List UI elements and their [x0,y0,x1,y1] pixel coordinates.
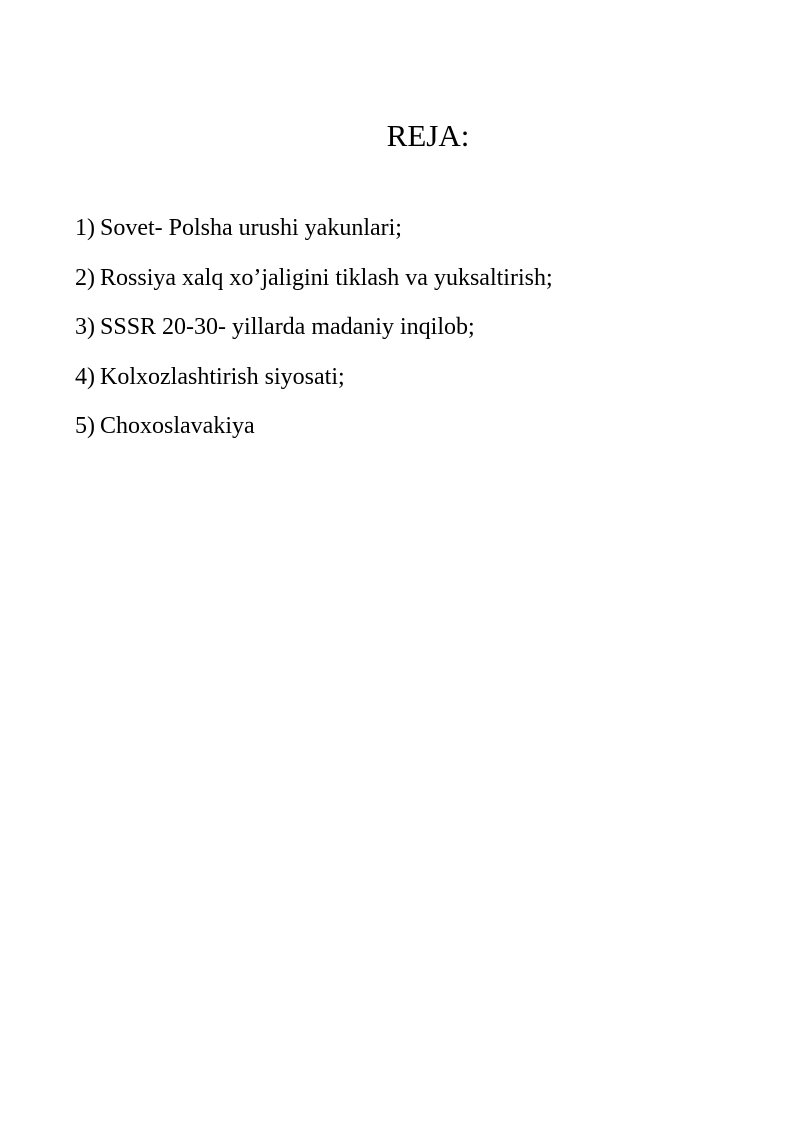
item-number: 3) [75,314,95,340]
list-item [75,309,553,346]
item-text: Kolxozlashtirish siyosati; [100,363,345,390]
item-text: Choxoslavakiya [100,413,255,439]
page-title: REJA: [386,118,470,153]
item-number: 4) [75,363,95,390]
item-text: Rossiya xalq xo’jaligini tiklash va yuksaltirish; [100,264,553,291]
item-number: 2) [75,264,95,291]
list-item [75,408,553,445]
list-item [75,359,553,396]
item-number: 1) [75,215,95,241]
item-text: Sovet- Polsha urushi yakunlari; [100,215,402,241]
item-text: SSSR 20-30- yillarda madaniy inqilob; [100,314,475,340]
plan-list [75,210,553,458]
list-item [75,260,553,297]
item-number: 5) [75,413,95,439]
list-item [75,210,553,247]
